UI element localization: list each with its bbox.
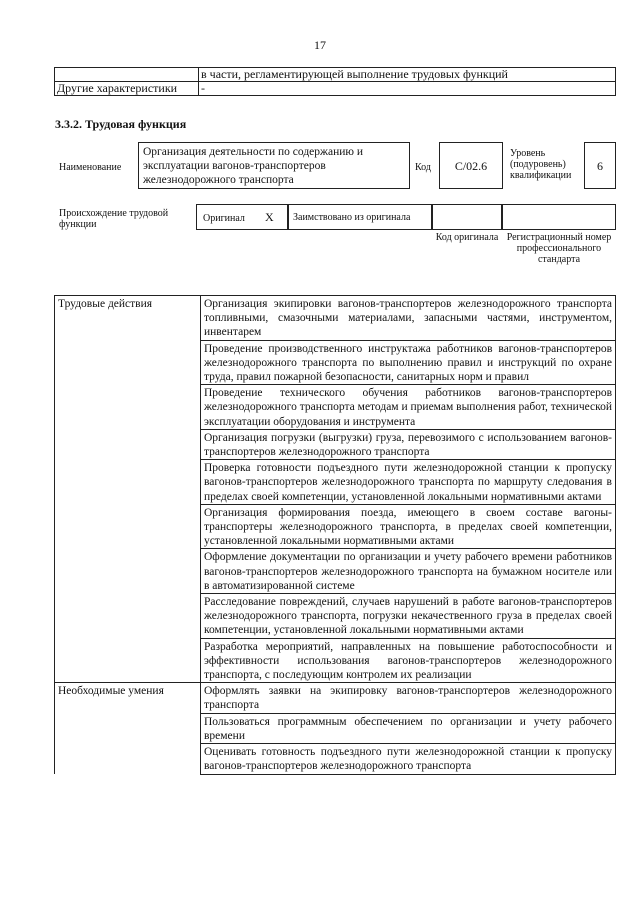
label-spacer — [55, 460, 201, 505]
original-box — [196, 204, 288, 230]
original-mark: X — [265, 210, 274, 224]
code-label: Код — [415, 162, 431, 173]
table-row — [55, 713, 616, 743]
label-spacer — [55, 429, 201, 459]
table-row — [55, 296, 616, 341]
cell-value: в части, регламентирующей выполнение трудовых функций — [199, 68, 616, 82]
table-row — [55, 82, 616, 96]
label-spacer — [55, 638, 201, 683]
skill-item: Оформлять заявки на экипировку вагонов-транспортеров железнодорожного транспорта — [201, 683, 616, 713]
table-row — [55, 638, 616, 683]
level-box — [584, 142, 616, 189]
cell-value: - — [199, 82, 616, 96]
cell-label: Другие характеристики — [55, 82, 199, 96]
label-spacer — [55, 594, 201, 639]
labor-action-item: Расследование повреждений, случаев нарушений в работе вагонов-транспортеров железнодорожного транспорта, погрузки некачественного груза в пределах своей компетенции, установленной локальными нормативными актами — [201, 594, 616, 639]
skill-item: Оценивать готовность подъездного пути железнодорожной станции к пропуску вагонов-транспортеров железнодорожного транспорта — [201, 744, 616, 774]
code-original-caption: Код оригинала — [435, 232, 499, 243]
characteristics-table — [54, 67, 616, 96]
labor-action-item: Организация экипировки вагонов-транспортеров железнодорожного транспорта топливными, смазочными материалами, запасными частями, инструментом, инвентарем — [201, 296, 616, 341]
borrowed-label: Заимствовано из оригинала — [293, 212, 411, 223]
table-row — [55, 744, 616, 774]
empty-cell — [55, 68, 199, 82]
label-spacer — [55, 713, 201, 743]
table-row — [55, 429, 616, 459]
labor-action-item: Проведение производственного инструктажа работников вагонов-транспортеров железнодорожного транспорта по выполнению правил и инструкций по охране труда, правил пожарной безопасности, санитарных норм и правил — [201, 340, 616, 385]
label-spacer — [55, 744, 201, 774]
table-row — [55, 385, 616, 430]
naming-label: Наименование — [59, 162, 122, 173]
table-row — [55, 68, 616, 82]
labor-action-item: Проверка готовности подъездного пути железнодорожной станции к пропуску вагонов-транспортеров железнодорожного транспорта по маршруту следования в пределах своей компетенции, установленной локальными нормативными актами — [201, 460, 616, 505]
borrowed-box — [288, 204, 432, 230]
label-spacer — [55, 385, 201, 430]
reg-number-caption: Регистрационный номер профессионального стандарта — [506, 232, 612, 265]
skills-label: Необходимые умения — [55, 683, 201, 713]
code-original-box — [432, 204, 502, 230]
skill-item: Пользоваться программным обеспечением по организации и учету рабочего времени — [201, 713, 616, 743]
labor-action-item: Проведение технического обучения работников вагонов-транспортеров железнодорожного транспорта методам и приемам выполнения работ, технической эксплуатации оборудования и инструмента — [201, 385, 616, 430]
table-row — [55, 504, 616, 549]
labor-action-item: Оформление документации по организации и учету рабочего времени работников вагонов-транспортеров железнодорожного транспорта на бумажном носителе или в автоматизированной системе — [201, 549, 616, 594]
code-box — [439, 142, 503, 189]
original-label: Оригинал — [203, 213, 245, 224]
section-title: 3.3.2. Трудовая функция — [55, 117, 187, 131]
label-spacer — [55, 504, 201, 549]
code-value: С/02.6 — [454, 159, 488, 173]
page-number: 17 — [314, 38, 326, 52]
function-details-table — [54, 295, 616, 775]
labor-action-item: Организация формирования поезда, имеющего в своем составе вагоны-транспортеры железнодорожного транспорта, в пределах своей компетенции, установленной локальными нормативными актами — [201, 504, 616, 549]
level-value: 6 — [597, 159, 603, 173]
table-row — [55, 683, 616, 713]
labor-action-item: Разработка мероприятий, направленных на повышение работоспособности и эффективности использования вагонов-транспортеров железнодорожного транспорта, с последующим контролем их реализации — [201, 638, 616, 683]
table-row — [55, 549, 616, 594]
reg-number-box — [502, 204, 616, 230]
labor-action-item: Организация погрузки (выгрузки) груза, перевозимого с использованием вагонов-транспортеров железнодорожного транспорта — [201, 429, 616, 459]
table-row — [55, 594, 616, 639]
table-row — [55, 460, 616, 505]
origin-label: Происхождение трудовой функции — [59, 208, 169, 230]
function-name-box — [138, 142, 410, 189]
labor-actions-label: Трудовые действия — [55, 296, 201, 341]
table-row — [55, 340, 616, 385]
label-spacer — [55, 340, 201, 385]
function-name: Организация деятельности по содержанию и эксплуатации вагонов-транспортеров железнодорожного транспорта — [143, 146, 363, 186]
label-spacer — [55, 549, 201, 594]
level-label: Уровень (подуровень) квалификации — [510, 148, 572, 181]
